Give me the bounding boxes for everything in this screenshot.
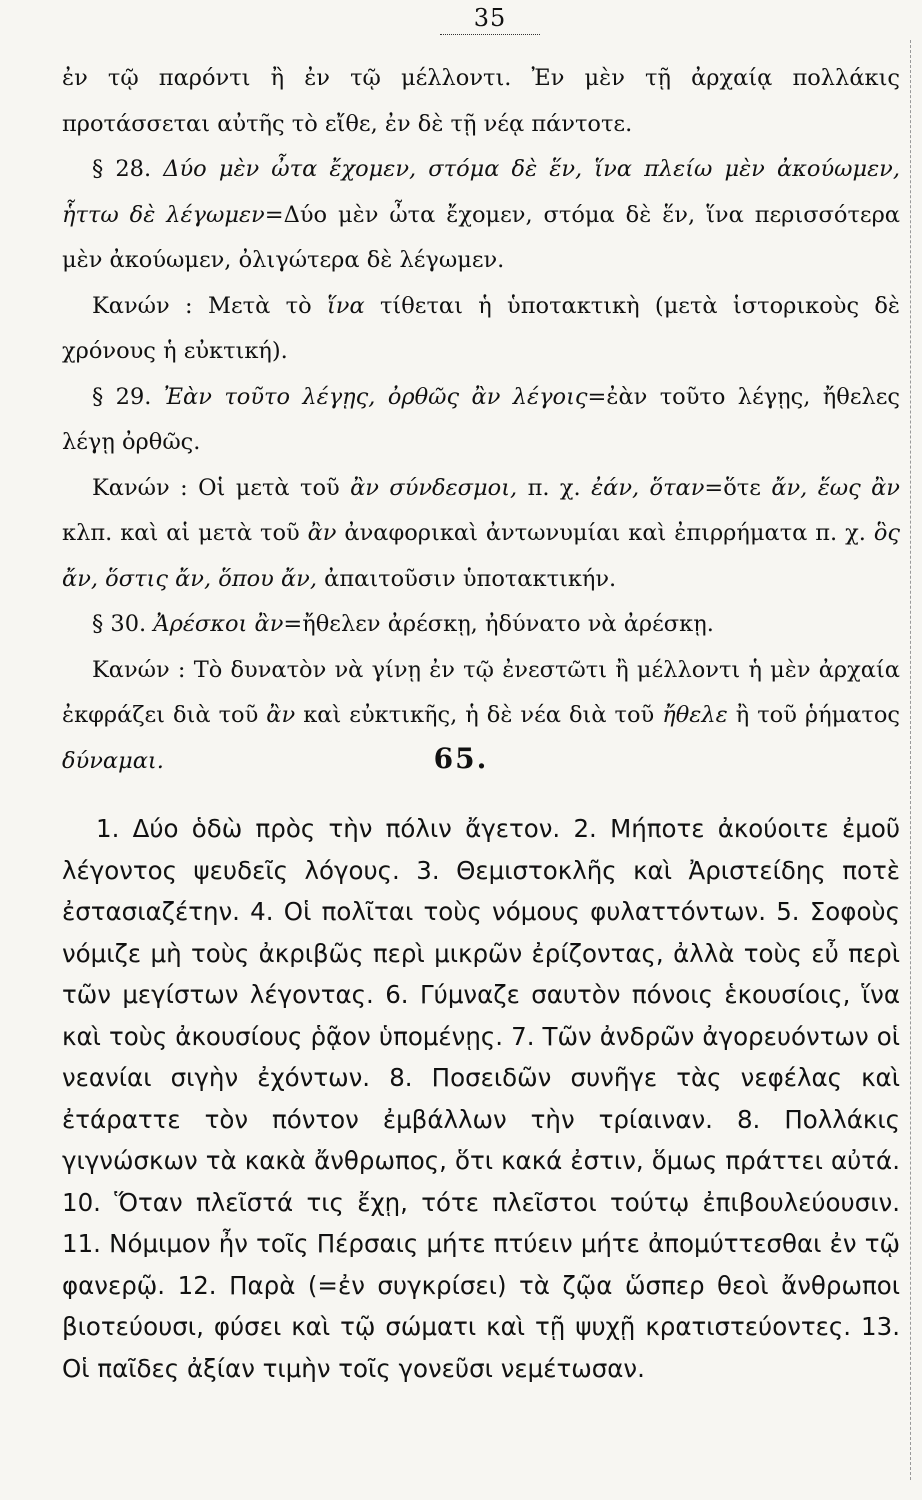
rule-1-text-b: τίθεται ἡ ὑποτακτικὴ (μετὰ ἱστορικοὺς δὲ χρόνους ἡ εὐκτική). [62,292,900,364]
intro-text: ἐν τῷ παρόντι ἢ ἐν τῷ μέλλοντι. Ἐν μὲν τῇ ἀρχαίᾳ πολλάκις προτάσσεται αὐτῆς τὸ εἴθε, ἐν δὲ τῇ νέᾳ πάντοτε. [62,65,900,137]
rule-3-text-b: καὶ εὐκτικῆς, ἡ δὲ νέα διὰ τοῦ [303,702,655,728]
section-30-translation: =ἤθελεν ἀρέσκῃ, ἠδύνατο νὰ ἀρέσκῃ. [283,611,714,637]
intro-paragraph [62,56,900,147]
rule-2-term-3: ἄν, ἕως ἂν [771,474,900,501]
section-30-marker: § 30. [92,611,147,637]
rule-3-text-c: ἢ τοῦ ῥήματος [735,702,901,728]
exercise-block [62,808,900,1389]
rule-2 [62,466,900,603]
rule-2-text-a: Οἱ μετὰ τοῦ [198,474,340,501]
rule-2-term-5: ὃς ἄν, ὅστις ἄν, ὅπου ἄν, [62,520,901,592]
rule-2-term-2: ἐάν, ὅταν [591,474,705,501]
section-28 [62,147,900,284]
rule-2-term-4: ἂν [307,520,337,546]
rule-3-text-a: Τὸ δυνατὸν νὰ γίνῃ ἐν τῷ ἐνεστῶτι ἢ μέλλοντι ἡ μὲν ἀρχαία ἐκφράζει διὰ τοῦ [62,656,900,728]
rule-1 [62,284,900,375]
rule-2-label: Κανών : [92,474,188,501]
rule-2-text-d: κλπ. καὶ αἱ μετὰ τοῦ [62,520,300,546]
section-30 [62,602,900,648]
rule-3-term-2: ἤθελε [662,702,728,728]
rule-2-text-e: ἀναφορικαὶ ἀντωνυμίαι καὶ ἐπιρρήματα π. χ. [344,520,866,546]
section-29-marker: § 29. [92,383,152,410]
page-number: 35 [473,4,507,32]
rule-3-term-1: ἂν [266,702,296,728]
exercise-number: 65. [433,742,489,775]
rule-1-term: ἵνα [326,292,365,319]
section-28-example: Δύο μὲν ὦτα ἔχομεν, στόμα δὲ ἕν, ἵνα πλείω μὲν ἀκούωμεν, ἧττω δὲ λέγωμεν [62,156,900,228]
header-rule [440,34,540,35]
section-29-translation: =ἐὰν τοῦτο λέγῃς, ἤθελες λέγῃ ὀρθῶς. [62,383,901,455]
rule-3-label: Κανών : [92,656,186,683]
rule-2-term-1: ἂν σύνδεσμοι, [350,474,518,501]
rule-1-label: Κανών : [92,292,193,319]
exercise-text: 1. Δύο ὁδὼ πρὸς τὴν πόλιν ἄγετον. 2. Μήποτε ἀκούοιτε ἐμοῦ λέγοντος ψευδεῖς λόγους. 3. Θεμιστοκλῆς καὶ Ἀριστείδης ποτὲ ἐστασιαζέτην. 4. Οἱ πολῖται τοὺς νόμους φυλαττόντων. 5. Σοφοὺς νόμιζε μὴ τοὺς ἀκριβῶς περὶ μικρῶν ἐρίζοντας, ἀλλὰ τοὺς εὖ περὶ τῶν μεγίστων λέγοντας. 6. Γύμναζε σαυτὸν πόνοις ἑκουσίοις, ἵνα καὶ τοὺς ἀκουσίους ῥᾷον ὑπομένῃς. 7. Τῶν ἀνδρῶν ἀγορευόντων οἱ νεανίαι σιγὴν ἐχόντων. 8. Ποσειδῶν συνῆγε τὰς νεφέλας καὶ ἐτάραττε τὸν πόντον ἐμβάλλων τὴν τρίαιναν. 8. Πολλάκις γιγνώσκων τὰ κακὰ ἄνθρωπος, ὅτι κακά ἐστιν, ὅμως πράττει αὐτά. 10. Ὅταν πλεῖστά τις ἔχῃ, τότε πλεῖστοι τούτῳ ἐπιβουλεύουσιν. 11. Νόμιμον ἦν τοῖς Πέρσαις μήτε πτύειν μήτε ἀπομύττεσθαι ἐν τῷ φανερῷ. 12. Παρὰ (=ἐν συγκρίσει) τὰ ζῷα ὥσπερ θεοὶ ἄνθρωποι βιοτεύουσι, φύσει καὶ τῷ σώματι καὶ τῇ ψυχῇ κρατιστεύοντες. 13. Οἱ παῖδες ἀξίαν τιμὴν τοῖς γονεῦσι νεμέτωσαν. [62,814,900,1383]
section-28-translation: =Δύο μὲν ὦτα ἔχομεν, στόμα δὲ ἕν, ἵνα περισσότερα μὲν ἀκούωμεν, ὀλιγώτερα δὲ λέγωμεν. [62,201,900,273]
rule-2-text-c: =ὅτε [704,474,761,501]
section-29 [62,375,900,466]
section-30-example: Ἀρέσκοι ἂν [153,611,284,637]
rule-3-term-3: δύναμαι. [62,747,164,774]
rule-2-text-f: ἀπαιτοῦσιν ὑποτακτικήν. [324,565,617,592]
page-edge [910,40,913,1480]
rule-2-text-b: π. χ. [527,474,581,501]
section-28-marker: § 28. [92,156,152,182]
rule-1-text-a: Μετὰ τὸ [207,292,312,319]
section-29-example: Ἐὰν τοῦτο λέγῃς, ὀρθῶς ἂν λέγοις [163,383,588,410]
grammar-section [62,56,900,784]
